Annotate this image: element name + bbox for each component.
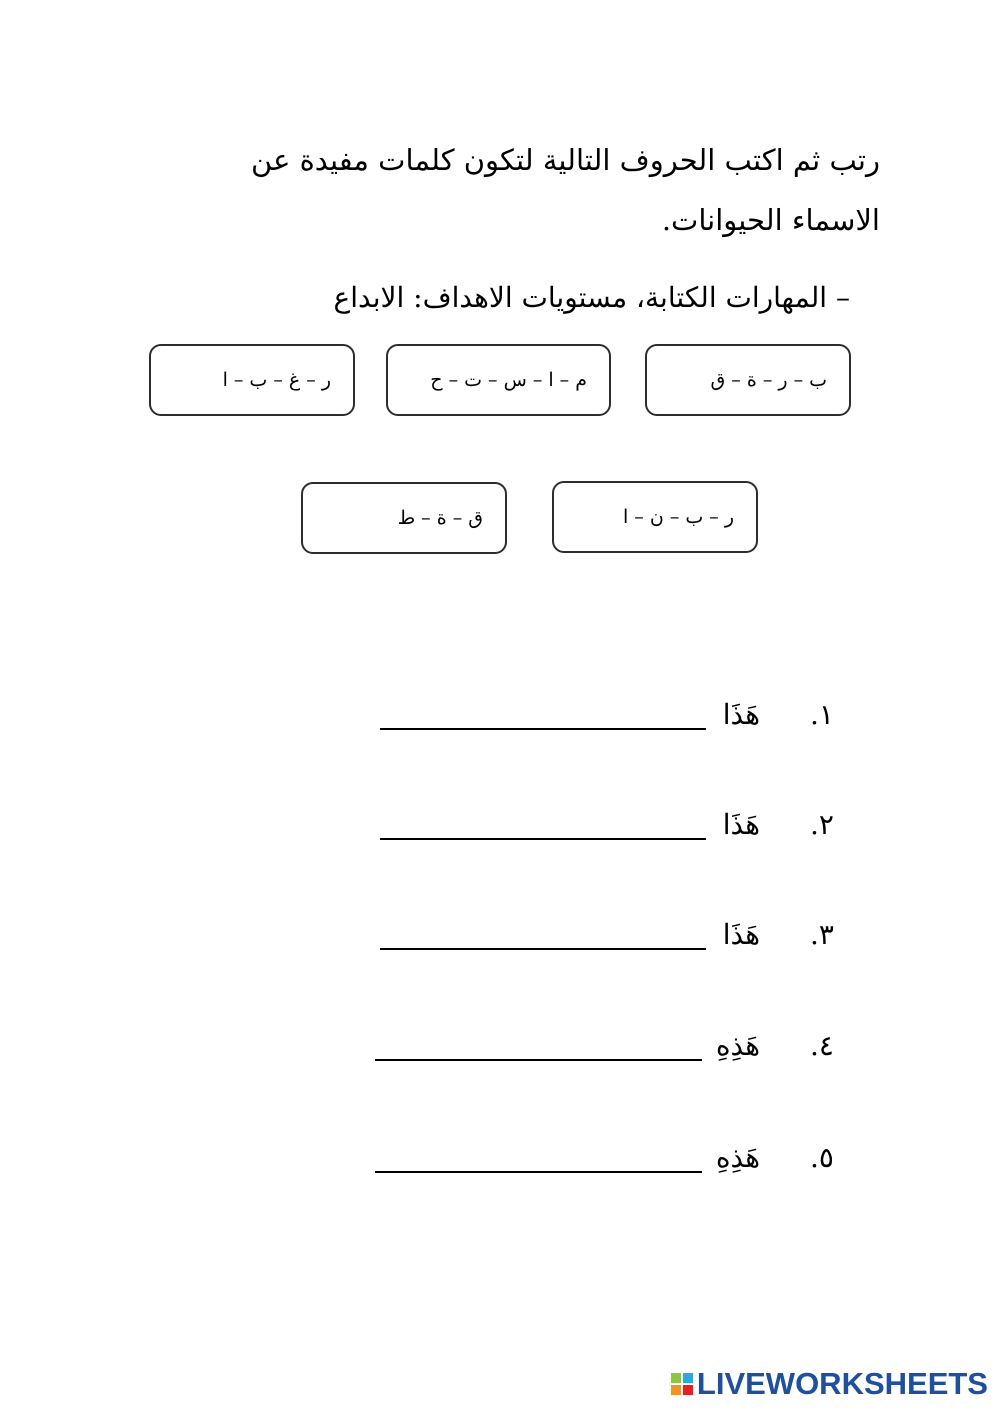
question-row: [350, 800, 850, 850]
question-number: ١.: [810, 698, 834, 731]
letter-box: ر – ب – ن – ا: [552, 481, 758, 553]
brand-name: LIVEWORKSHEETS: [696, 1366, 988, 1401]
letter-box: م – ا – س – ت – ح: [386, 344, 611, 416]
instruction-text: رتب ثم اكتب الحروف التالية لتكون كلمات مفيدة عن الاسماء الحيوانات.: [251, 143, 880, 237]
question-number: ٥.: [810, 1141, 834, 1174]
answer-blank[interactable]: [380, 948, 706, 950]
letter-box: ب – ر – ة – ق: [645, 344, 851, 416]
question-number: ٢.: [810, 808, 834, 841]
question-row: [350, 910, 850, 960]
question-row: [350, 1133, 850, 1183]
question-number: ٤.: [810, 1029, 834, 1062]
answer-blank[interactable]: [380, 838, 706, 840]
question-word: هَذَا: [722, 808, 760, 841]
question-number: ٣.: [810, 918, 834, 951]
question-word: هَذِهِ: [715, 1029, 760, 1062]
skills-line: – المهارات الكتابة، مستويات الاهداف: الابداع: [333, 281, 850, 314]
answer-blank[interactable]: [375, 1171, 702, 1173]
question-word: هَذَا: [722, 918, 760, 951]
letter-box: ق – ة – ط: [301, 482, 507, 554]
question-row: [350, 690, 850, 740]
question-row: [350, 1021, 850, 1071]
letter-box: ر – غ – ب – ا: [149, 344, 355, 416]
liveworksheets-footer: [671, 1366, 988, 1402]
answer-blank[interactable]: [380, 728, 706, 730]
question-word: هَذَا: [722, 698, 760, 731]
answer-blank[interactable]: [375, 1059, 702, 1061]
liveworksheets-logo-icon: [671, 1373, 693, 1395]
question-word: هَذِهِ: [715, 1141, 760, 1174]
